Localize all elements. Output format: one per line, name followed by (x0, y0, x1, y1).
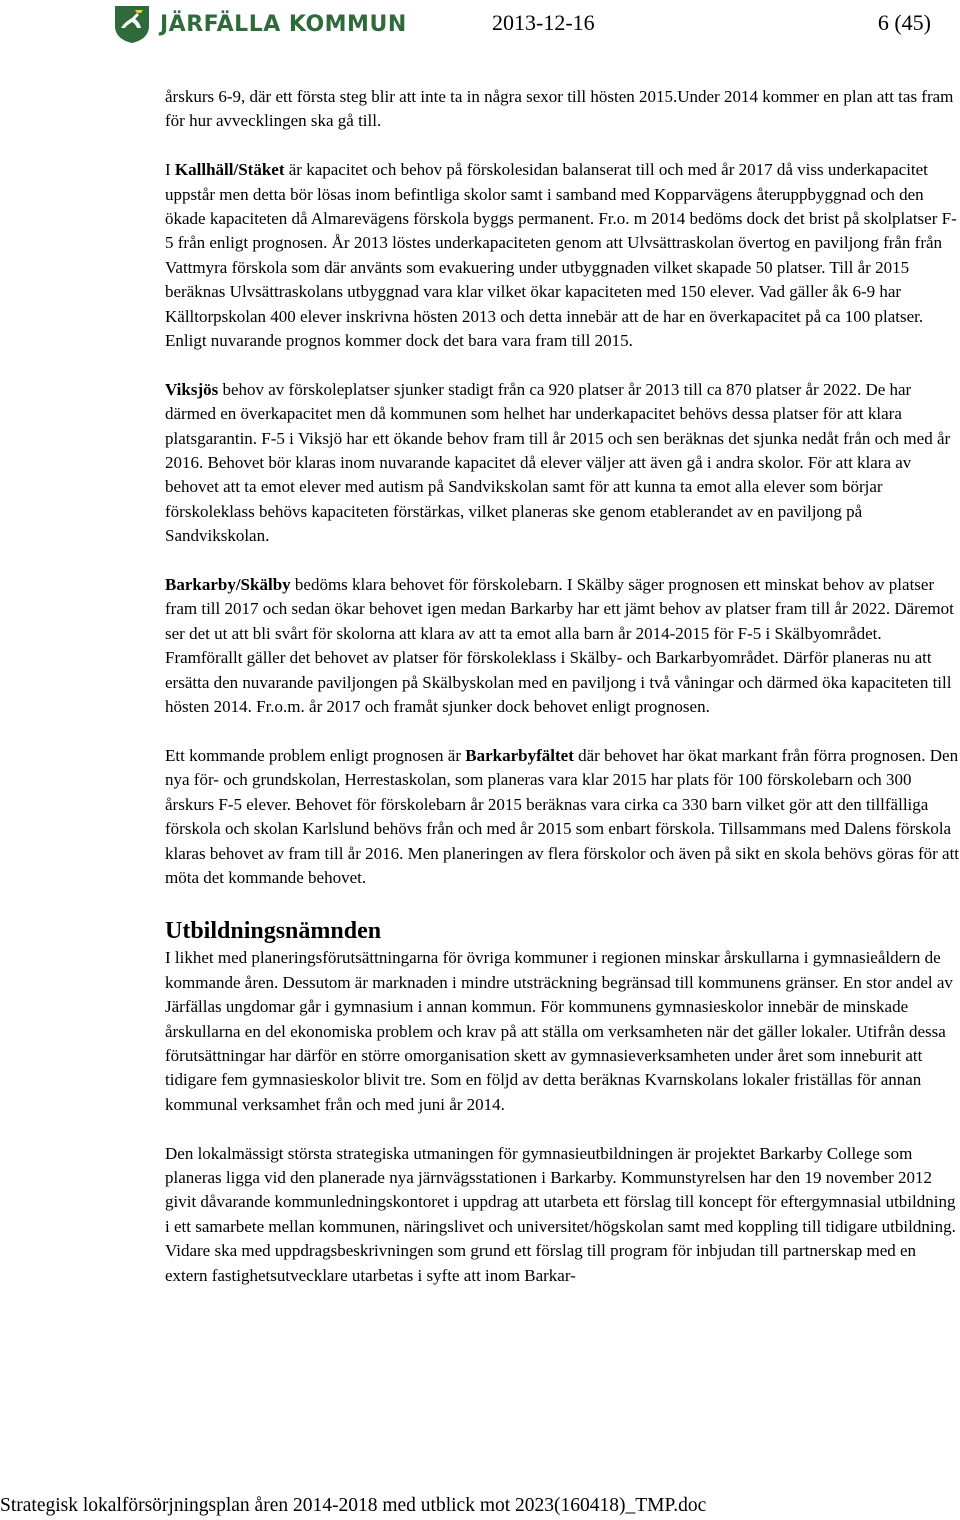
paragraph-text: där behovet har ökat markant från förra prognosen. Den nya för- och grundskolan, Herrestaskolan, som planeras vara klar 2015 har plats för 100 förskolebarn och 300 årskurs F-5 elever. Behovet för förskolebarn år 2015 beräknas vara cirka ca 330 barn vilket gör att den tillfälliga förskola och skolan Karlslund behövs från och med år 2015 som enbart förskola. Tillsammans med Dalens förskola klaras behovet av fram till år 2016. Men planeringen av flera förskolor och även på sikt en skola behövs göras för att möta det kommande behovet. (165, 745, 960, 887)
document-body (165, 85, 960, 1288)
document-date: 2013-12-16 (492, 10, 595, 35)
logo-text: JÄRFÄLLA KOMMUN (160, 11, 407, 37)
paragraph-barkarby-college (165, 1142, 960, 1288)
paragraph-text: I (165, 160, 175, 180)
paragraph-text: årskurs 6-9, där ett första steg blir att inte ta in några sexor till hösten 2015.Under 2014 kommer en plan att tas fram för hur avvecklingen ska gå till. (165, 87, 954, 131)
page-number: 6 (45) (877, 10, 931, 35)
page-footer: Strategisk lokalförsörjningsplan åren 2014-2018 med utblick mot 2023(160418)_TMP.doc (0, 1495, 707, 1516)
paragraph-text: Ett kommande problem enligt prognosen är (165, 745, 466, 765)
municipal-crest-icon (113, 4, 151, 44)
paragraph-1 (165, 85, 960, 134)
paragraph-text: Den lokalmässigt största strategiska utmaningen för gymnasieutbildningen är projektet Barkarby College som planeras ligga vid den planerade nya järnvägsstationen i Barkarby. Kommunstyrelsen har den 19 november 2012 givit dåvarande kommunledningskontoret i uppdrag att utarbeta ett förslag till koncept för eftergymnasial utbildning i ett samarbete mellan kommunen, näringslivet och universitet/högskolan samt med koppling till tidigare utbildning. Vidare ska med uppdragsbeskrivningen som grund ett förslag till program för inbjudan till partnerskap med en extern fastighetsutvecklare utarbetas i syfte att inom Barkar- (165, 1143, 956, 1285)
page-header (0, 0, 960, 50)
paragraph-barkarby-skalby (165, 573, 960, 719)
paragraph-text: bedöms klara behovet för förskolebarn. I Skälby säger prognosen ett minskat behov av platser fram till 2017 och sedan ökar behovet igen medan Barkarby har ett jämt behov av platser fram till år 2022. Däremot ser det ut att bli svårt för skolorna att klara av att ta emot alla barn år 2014-2015 för F-5 i Skälbyområdet. Framförallt gäller det behovet av platser för förskoleklass i Skälby- och Barkarbyområdet. Därför planeras nu att ersätta den nuvarande paviljongen på Skälbyskolan med en paviljong i två våningar och därmed öka kapaciteten till hösten 2014. Fr.o.m. år 2017 och framåt sjunker dock behovet enligt prognosen. (165, 575, 954, 717)
area-name: Barkarby/Skälby (165, 575, 291, 595)
paragraph-text: I likhet med planeringsförutsättningarna för övriga kommuner i regionen minskar årskullarna i gymnasieåldern de kommande åren. Dessutom är marknaden i mindre utsträckning begränsad till kommunens gränser. En stor andel av Järfällas ungdomar går i gymnasium i annan kommun. För kommunens gymnasieskolor innebär de minskade årskullarna en del ekonomiska problem och krav på att ställa om verksamheten när det gäller lokaler. Utifrån dessa förutsättningar har därför en större omorganisation skett av gymnasieverksamheten under året som inneburit att tidigare fem gymnasieskolor blivit tre. Som en följd av detta beräknas Kvarnskolans lokaler friställas för annan kommunal verksamhet från och med juni år 2014. (165, 948, 953, 1114)
paragraph-text: behov av förskoleplatser sjunker stadigt från ca 920 platser år 2013 till ca 870 platser år 2022. De har därmed en överkapacitet men då kommunen som helhet har underkapacitet behövs dessa platser för att klara platsgarantin. F-5 i Viksjö har ett ökande behov fram till år 2015 och sen beräknas det sjunka nedåt från och med år 2016. Behovet bör klaras inom nuvarande kapacitet då elever väljer att även gå i andra skolor. För att klara av behovet att ta emot elever med autism på Sandvikskolan samt för att kunna ta emot alla elever som börjar förskoleklass behövs kapaciteten förstärkas, vilket planeras ske genom etablerandet av en paviljong på Sandvikskolan. (165, 379, 951, 546)
paragraph-gymnasium (165, 946, 960, 1117)
paragraph-barkarbyfaltet (165, 744, 960, 890)
paragraph-text: är kapacitet och behov på förskolesidan balanserat till och med år 2017 då viss underkapacitet uppstår men detta bör lösas inom befintliga skolor samt i samband med Kopparvägens återuppbyggnad och den ökade kapaciteten då Almarevägens förskola byggs permanent. Fr.o. m 2014 bedöms dock det brist på skolplatser F-5 från enligt prognosen. År 2013 löstes underkapaciteten genom att Ulvsättraskolan övertog en paviljong från från Vattmyra förskola som där använts som evakuering under utbyggnaden vilket skapade 50 platser. Till år 2015 beräknas Ulvsättraskolans utbyggnad vara klar vilket ökar kapaciteten med 150 elever. Vad gäller åk 6-9 har Källtorpskolan 400 elever inskrivna hösten 2013 och detta innebär att de har en överkapacitet på ca 100 platser. Enligt nuvarande prognos kommer dock det bara vara fram till 2015. (165, 160, 957, 351)
paragraph-kallhall (165, 158, 960, 353)
area-name: Kallhäll/Stäket (174, 160, 285, 180)
section-heading: Utbildningsnämnden (165, 918, 382, 945)
area-name: Barkarbyfältet (465, 745, 574, 765)
paragraph-viksjo (165, 378, 960, 549)
logo (113, 4, 407, 44)
area-name: Viksjös (165, 379, 219, 399)
